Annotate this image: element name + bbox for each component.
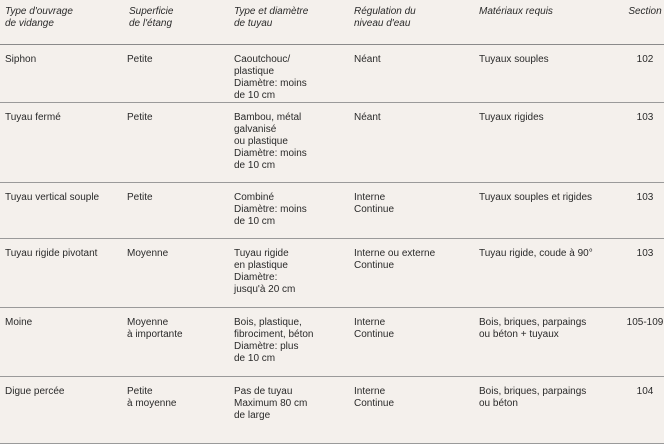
table-row (0, 239, 664, 308)
table-row (0, 377, 664, 444)
cell-materiaux (479, 183, 619, 239)
cell-materiaux-text: Tuyaux souples et rigides (479, 192, 593, 203)
cell-regulation (354, 239, 479, 308)
cell-superficie-text: Petite à moyenne (127, 386, 177, 409)
cell-superficie-text: Petite (127, 192, 153, 203)
cell-section (619, 239, 664, 308)
cell-superficie-text: Petite (127, 54, 153, 65)
cell-materiaux-text: Bois, briques, parpaings ou béton + tuyaux (479, 317, 587, 340)
header-type-ouvrage-label: Type d'ouvrage de vidange (5, 6, 73, 29)
cell-regulation-text: Interne Continue (354, 317, 395, 340)
header-materiaux-label: Matériaux requis (479, 6, 553, 17)
cell-tuyau-text: Tuyau rigide en plastique Diamètre: jusqu'à 20 cm (234, 248, 296, 295)
table-row (0, 103, 664, 183)
header-section (619, 6, 664, 45)
cell-tuyau (234, 308, 354, 377)
cell-type (0, 239, 127, 308)
cell-section-text: 102 (636, 54, 654, 65)
cell-regulation (354, 45, 479, 103)
header-type-ouvrage (0, 6, 127, 45)
cell-type (0, 377, 127, 444)
header-regulation-label: Régulation du niveau d'eau (354, 6, 416, 29)
cell-section (619, 308, 664, 377)
cell-tuyau-text: Pas de tuyau Maximum 80 cm de large (234, 386, 308, 421)
cell-materiaux (479, 239, 619, 308)
cell-materiaux-text: Bois, briques, parpaings ou béton (479, 386, 587, 409)
drainage-structures-table (0, 6, 664, 444)
table-header (0, 6, 664, 45)
cell-tuyau (234, 45, 354, 103)
cell-section-text: 103 (636, 248, 654, 259)
cell-tuyau (234, 377, 354, 444)
cell-tuyau-text: Bois, plastique, fibrociment, béton Diamètre: plus de 10 cm (234, 317, 314, 364)
cell-type (0, 308, 127, 377)
cell-superficie-text: Moyenne à importante (127, 317, 183, 340)
cell-tuyau-text: Combiné Diamètre: moins de 10 cm (234, 192, 307, 227)
cell-type (0, 103, 127, 183)
cell-type-text: Tuyau rigide pivotant (5, 248, 98, 259)
table-row (0, 308, 664, 377)
cell-superficie (127, 183, 234, 239)
cell-regulation (354, 377, 479, 444)
cell-section (619, 103, 664, 183)
cell-tuyau (234, 239, 354, 308)
cell-materiaux (479, 45, 619, 103)
cell-regulation-text: Interne Continue (354, 386, 395, 409)
header-section-label: Section (628, 6, 662, 17)
cell-section (619, 45, 664, 103)
cell-type-text: Tuyau fermé (5, 112, 61, 123)
cell-type (0, 183, 127, 239)
header-superficie-label: Superficie de l'étang (129, 6, 174, 29)
header-type-diametre (234, 6, 354, 45)
cell-regulation-text: Néant (354, 54, 381, 65)
cell-superficie (127, 239, 234, 308)
cell-materiaux (479, 308, 619, 377)
cell-section (619, 183, 664, 239)
header-type-diametre-label: Type et diamètre de tuyau (234, 6, 309, 29)
cell-type-text: Moine (5, 317, 33, 328)
cell-superficie (127, 308, 234, 377)
header-regulation (354, 6, 479, 45)
cell-section-text: 104 (636, 386, 654, 397)
cell-type-text: Digue percée (5, 386, 65, 397)
cell-regulation-text: Interne ou externe Continue (354, 248, 436, 271)
cell-superficie-text: Petite (127, 112, 153, 123)
header-superficie (127, 6, 234, 45)
cell-materiaux (479, 103, 619, 183)
cell-type-text: Tuyau vertical souple (5, 192, 100, 203)
table-row (0, 45, 664, 103)
cell-tuyau (234, 183, 354, 239)
cell-section-text: 103 (636, 192, 654, 203)
cell-superficie-text: Moyenne (127, 248, 169, 259)
cell-regulation (354, 103, 479, 183)
cell-materiaux-text: Tuyau rigide, coude à 90° (479, 248, 593, 259)
table-body (0, 45, 664, 444)
cell-superficie (127, 103, 234, 183)
cell-section-text: 105-109 (626, 317, 664, 328)
cell-section (619, 377, 664, 444)
cell-materiaux (479, 377, 619, 444)
cell-tuyau-text: Bambou, métal galvanisé ou plastique Diamètre: moins de 10 cm (234, 112, 307, 171)
cell-tuyau-text: Caoutchouc/ plastique Diamètre: moins de 10 cm (234, 54, 307, 101)
table-row (0, 183, 664, 239)
cell-regulation-text: Interne Continue (354, 192, 395, 215)
cell-type (0, 45, 127, 103)
cell-section-text: 103 (636, 112, 654, 123)
cell-superficie (127, 377, 234, 444)
cell-materiaux-text: Tuyaux souples (479, 54, 549, 65)
cell-regulation-text: Néant (354, 112, 381, 123)
cell-superficie (127, 45, 234, 103)
header-row (0, 6, 664, 45)
cell-regulation (354, 308, 479, 377)
cell-materiaux-text: Tuyaux rigides (479, 112, 544, 123)
cell-type-text: Siphon (5, 54, 37, 65)
cell-tuyau (234, 103, 354, 183)
cell-regulation (354, 183, 479, 239)
header-materiaux (479, 6, 619, 45)
